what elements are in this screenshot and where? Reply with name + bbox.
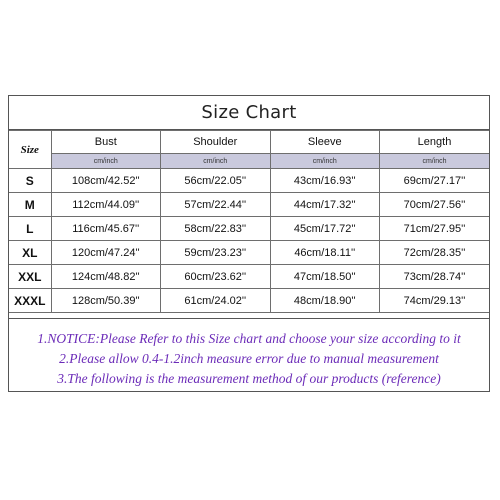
column-header-shoulder: Shoulder xyxy=(161,131,271,154)
note-1: 1.NOTICE:Please Refer to this Size chart and choose your size according to it xyxy=(37,331,461,346)
unit-label: cm/inch xyxy=(161,154,271,169)
size-cell: L xyxy=(9,217,51,241)
size-cell: S xyxy=(9,169,51,193)
measurement-cell: 46cm/18.11'' xyxy=(270,241,380,265)
column-header-sleeve: Sleeve xyxy=(270,131,380,154)
notes-section xyxy=(9,318,489,389)
size-cell: M xyxy=(9,193,51,217)
measurement-cell: 45cm/17.72'' xyxy=(270,217,380,241)
measurement-cell: 71cm/27.95'' xyxy=(380,217,490,241)
measurement-cell: 59cm/23.23'' xyxy=(161,241,271,265)
measurement-cell: 116cm/45.67'' xyxy=(51,217,161,241)
measurement-cell: 56cm/22.05'' xyxy=(161,169,271,193)
column-header-length: Length xyxy=(380,131,490,154)
measurement-cell: 112cm/44.09'' xyxy=(51,193,161,217)
table-row xyxy=(9,289,489,313)
measurement-cell: 73cm/28.74'' xyxy=(380,265,490,289)
measurement-cell: 43cm/16.93'' xyxy=(270,169,380,193)
unit-label: cm/inch xyxy=(380,154,490,169)
measurement-cell: 47cm/18.50'' xyxy=(270,265,380,289)
table-row xyxy=(9,265,489,289)
unit-label: cm/inch xyxy=(270,154,380,169)
table-row xyxy=(9,193,489,217)
measurement-cell: 44cm/17.32'' xyxy=(270,193,380,217)
measurement-cell: 58cm/22.83'' xyxy=(161,217,271,241)
table-row xyxy=(9,217,489,241)
measurement-cell: 124cm/48.82'' xyxy=(51,265,161,289)
measurement-cell: 69cm/27.17'' xyxy=(380,169,490,193)
measurement-cell: 128cm/50.39'' xyxy=(51,289,161,313)
measurement-cell: 108cm/42.52'' xyxy=(51,169,161,193)
measurement-cell: 74cm/29.13'' xyxy=(380,289,490,313)
size-cell: XL xyxy=(9,241,51,265)
size-chart-title: Size Chart xyxy=(9,96,489,130)
size-rows xyxy=(9,169,489,313)
note-2: 2.Please allow 0.4-1.2inch measure error due to manual measurement xyxy=(59,351,439,366)
size-cell: XXL xyxy=(9,265,51,289)
note-3: 3.The following is the measurement method of our products (reference) xyxy=(57,371,441,386)
measurement-cell: 60cm/23.62'' xyxy=(161,265,271,289)
measurement-cell: 57cm/22.44'' xyxy=(161,193,271,217)
size-cell: XXXL xyxy=(9,289,51,313)
unit-row xyxy=(9,154,489,169)
unit-label: cm/inch xyxy=(51,154,161,169)
measurement-cell: 70cm/27.56'' xyxy=(380,193,490,217)
size-table xyxy=(9,130,489,313)
size-chart-card xyxy=(8,95,490,392)
measurement-cell: 48cm/18.90'' xyxy=(270,289,380,313)
measurement-cell: 72cm/28.35'' xyxy=(380,241,490,265)
table-header-row xyxy=(9,131,489,154)
measurement-cell: 61cm/24.02'' xyxy=(161,289,271,313)
size-column-label: Size xyxy=(9,131,51,169)
measurement-cell: 120cm/47.24'' xyxy=(51,241,161,265)
table-row xyxy=(9,169,489,193)
table-row xyxy=(9,241,489,265)
column-header-bust: Bust xyxy=(51,131,161,154)
